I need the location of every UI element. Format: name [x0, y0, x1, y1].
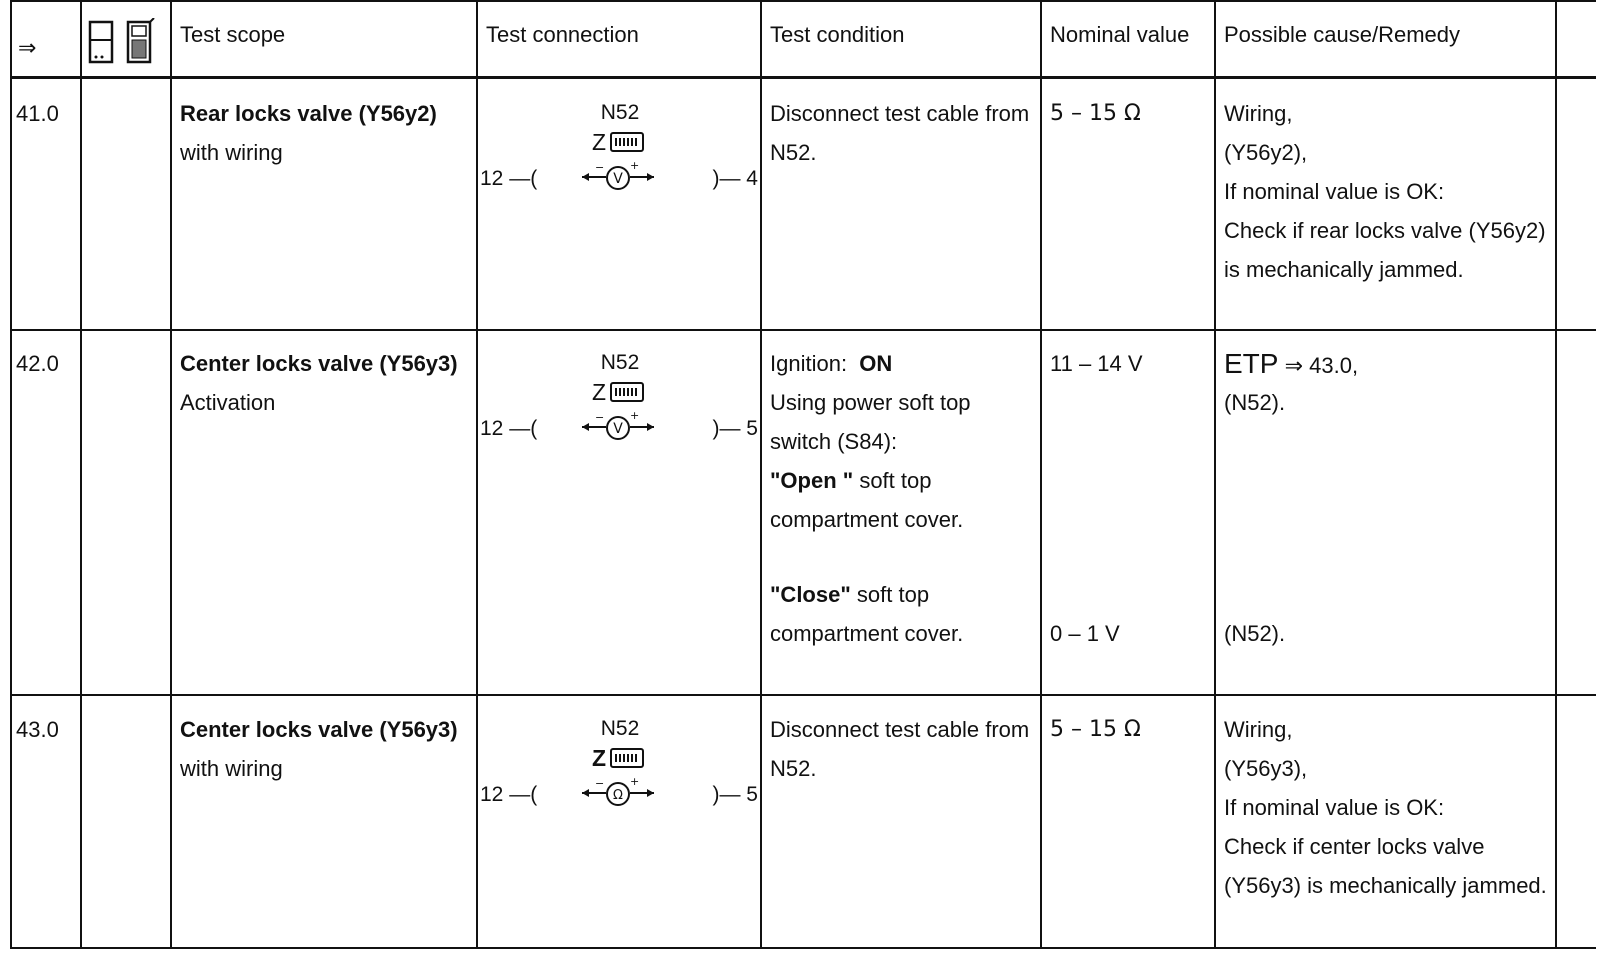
z-letter: Z [592, 744, 607, 771]
condition-line: switch (S84): [770, 429, 898, 454]
cause-line: (N52). [1224, 390, 1286, 415]
cause-line: If nominal value is OK: [1224, 795, 1445, 820]
test-connection-diagram [480, 350, 760, 450]
condition-open [770, 461, 931, 500]
header-test-condition: Test condition [770, 22, 905, 47]
col-line-3 [476, 0, 478, 949]
pin-left: 12 —( [480, 417, 538, 440]
svg-text:+: + [630, 410, 640, 422]
col-line-4 [760, 0, 762, 949]
cause-line: is mechanically jammed. [1224, 257, 1464, 282]
condition-ignition [770, 344, 892, 383]
z-letter: Z [592, 128, 607, 155]
cause-etp [1224, 344, 1358, 386]
cause-line: (Y56y3), [1224, 756, 1308, 781]
condition-line: Disconnect test cable from [770, 101, 1030, 126]
cause-line: (Y56y3) is mechanically jammed. [1224, 873, 1547, 898]
voltmeter-icon [580, 410, 660, 444]
meter-icon [88, 20, 114, 64]
etp-label: ETP [1224, 348, 1279, 379]
step-number: 42.0 [16, 351, 59, 376]
connector-z [592, 128, 644, 156]
tester-device-icon [124, 18, 156, 66]
cause-line: If nominal value is OK: [1224, 179, 1445, 204]
etp-ref: 43.0, [1303, 353, 1359, 378]
pin-right: )— 5 [712, 783, 758, 806]
scope-subtitle: with wiring [180, 756, 283, 781]
open-rest: soft top [853, 468, 932, 493]
svg-text:−: − [595, 161, 605, 174]
scope-title: Rear locks valve (Y56y2) [180, 101, 437, 126]
pin-left: 12 —( [480, 167, 538, 190]
table-bottom-border [10, 947, 1596, 949]
col-line-5 [1040, 0, 1042, 949]
close-rest: soft top [850, 582, 930, 607]
ignition-state: ON [859, 351, 893, 376]
condition-line: Using power soft top [770, 390, 971, 415]
connector-label: N52 [600, 717, 640, 740]
test-connection-diagram [480, 716, 760, 816]
voltmeter-icon [580, 160, 660, 194]
svg-text:−: − [595, 411, 605, 424]
step-number: 43.0 [16, 717, 59, 742]
close-keyword: "Close" [770, 582, 851, 607]
header-test-scope: Test scope [180, 22, 286, 47]
svg-text:+: + [630, 776, 640, 788]
nominal-value: 11 – 14 V [1050, 351, 1143, 376]
step-number: 41.0 [16, 101, 59, 126]
z-letter: Z [592, 378, 607, 405]
header-arrow: ⇒ [18, 36, 37, 61]
row-divider-1 [10, 329, 1596, 331]
nominal-value: 5 – 15 Ω [1050, 717, 1141, 742]
condition-line: N52. [770, 756, 817, 781]
col-line-0 [10, 0, 12, 949]
ignition-label: Ignition: [770, 351, 848, 376]
col-line-6 [1214, 0, 1216, 949]
cause-line: Wiring, [1224, 717, 1293, 742]
cause-line: Check if center locks valve [1224, 834, 1485, 859]
plug-icon [610, 748, 644, 768]
cause-line: Wiring, [1224, 101, 1293, 126]
connector-z [592, 744, 644, 772]
condition-line: Disconnect test cable from [770, 717, 1030, 742]
col-line-1 [80, 0, 82, 949]
pin-right: )— 5 [712, 417, 758, 440]
pin-right: )— 4 [712, 167, 758, 190]
cause-line: (Y56y2), [1224, 140, 1308, 165]
pin-left: 12 —( [480, 783, 538, 806]
ohmmeter-icon [580, 776, 660, 810]
header-divider [10, 76, 1596, 79]
connector-label: N52 [600, 101, 640, 124]
table-top-border [10, 0, 1596, 2]
cause-line: Check if rear locks valve (Y56y2) [1224, 218, 1546, 243]
col-line-7 [1555, 0, 1557, 949]
nominal-value: 0 – 1 V [1050, 621, 1120, 646]
plug-icon [610, 382, 644, 402]
header-possible-cause: Possible cause/Remedy [1224, 22, 1461, 47]
condition-line: compartment cover. [770, 507, 964, 532]
nominal-value: 5 – 15 Ω [1050, 101, 1141, 126]
condition-close [770, 575, 929, 614]
plug-icon [610, 132, 644, 152]
meter-symbol: V [613, 421, 623, 437]
ref-arrow-icon: ⇒ [1284, 354, 1304, 379]
row-divider-2 [10, 694, 1596, 696]
svg-text:−: − [595, 777, 605, 790]
col-line-2 [170, 0, 172, 949]
scope-title: Center locks valve (Y56y3) [180, 717, 458, 742]
meter-symbol: V [613, 171, 623, 187]
header-nominal-value: Nominal value [1050, 22, 1190, 47]
meter-symbol: Ω [613, 788, 623, 803]
scope-subtitle: with wiring [180, 140, 283, 165]
svg-text:+: + [630, 160, 640, 172]
scope-subtitle: Activation [180, 390, 276, 415]
test-connection-diagram [480, 100, 760, 200]
connector-label: N52 [600, 351, 640, 374]
cause-line: (N52). [1224, 621, 1286, 646]
scope-title: Center locks valve (Y56y3) [180, 351, 458, 376]
header-test-connection: Test connection [486, 22, 639, 47]
condition-line: N52. [770, 140, 817, 165]
open-keyword: "Open " [770, 468, 854, 493]
connector-z [592, 378, 644, 406]
condition-line: compartment cover. [770, 621, 964, 646]
